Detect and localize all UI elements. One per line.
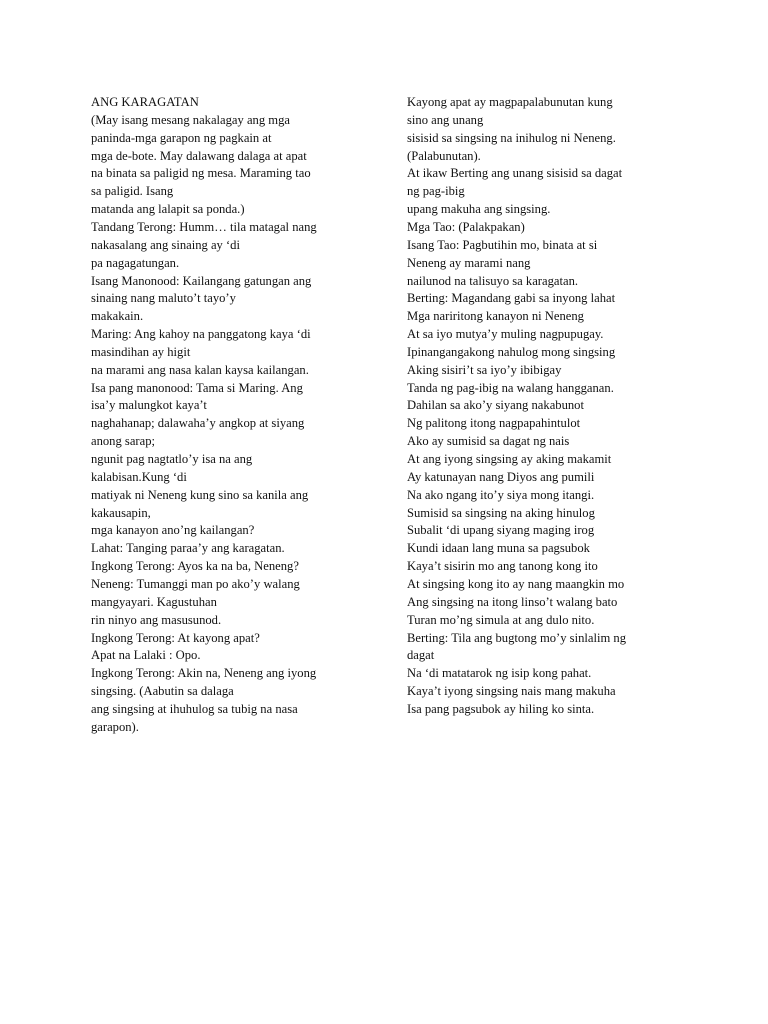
text-line: matanda ang lalapit sa ponda.) [91, 202, 245, 217]
text-line: Subalit ‘di upang siyang maging irog [407, 523, 595, 538]
text-line: Neneng: Tumanggi man po ako’y walang [91, 576, 300, 591]
text-line: nakasalang ang sinaing ay ‘di [91, 237, 240, 252]
text-line: sinaing nang maluto’t tayo’y [91, 291, 236, 306]
text-line: isa’y malungkot kaya’t [91, 398, 207, 413]
text-line: Ingkong Terong: Akin na, Neneng ang iyong [91, 666, 317, 681]
text-line: Ingkong Terong: At kayong apat? [91, 630, 260, 645]
text-line: At singsing kong ito ay nang maangkin mo [407, 576, 625, 591]
text-line: Berting: Magandang gabi sa inyong lahat [407, 291, 616, 306]
text-line: singsing. (Aabutin sa dalaga [91, 684, 234, 699]
text-line: kalabisan.Kung ‘di [91, 469, 187, 484]
text-line: Kaya’t sisirin mo ang tanong kong ito [407, 559, 598, 574]
text-line: Neneng ay marami nang [407, 255, 531, 270]
text-line: At ikaw Berting ang unang sisisid sa dagat [407, 166, 623, 181]
text-line: sa paligid. Isang [91, 184, 174, 199]
text-line: Na ako ngang ito’y siya mong itangi. [407, 487, 595, 502]
text-line: (May isang mesang nakalagay ang mga [91, 112, 290, 127]
text-line: ng pag-ibig [407, 184, 465, 199]
text-line: matiyak ni Neneng kung sino sa kanila ang [91, 487, 309, 502]
text-line: Mga nariritong kanayon ni Neneng [407, 309, 584, 324]
text-line: Aking sisiri’t sa iyo’y ibibigay [407, 362, 562, 377]
text-line: (Palabunutan). [407, 148, 481, 163]
text-line: makakain. [91, 309, 144, 324]
text-line: Lahat: Tanging paraa’y ang karagatan. [91, 541, 285, 556]
text-line: sisisid sa singsing na inihulog ni Neneng. [407, 130, 616, 145]
text-line: Na ‘di matatarok ng isip kong pahat. [407, 666, 592, 681]
text-line: Tanda ng pag-ibig na walang hangganan. [407, 380, 614, 395]
text-line: ngunit pag nagtatlo’y isa na ang [91, 452, 253, 466]
text-line: rin ninyo ang masusunod. [91, 612, 222, 627]
text-line: Isa pang manonood: Tama si Maring. Ang [91, 380, 303, 395]
text-line: anong sarap; [91, 434, 155, 449]
text-line: Ingkong Terong: Ayos ka na ba, Neneng? [91, 559, 299, 574]
text-line: garapon). [91, 719, 139, 734]
text-line: Ipinangangakong nahulog mong singsing [407, 344, 616, 359]
text-line: Ako ay sumisid sa dagat ng nais [407, 434, 570, 449]
text-line: na binata sa paligid ng mesa. Maraming tao [91, 166, 311, 181]
text-line: Apat na Lalaki : Opo. [91, 648, 201, 663]
text-line: Ay katunayan nang Diyos ang pumili [407, 469, 595, 484]
text-line: Kaya’t iyong singsing nais mang makuha [407, 684, 616, 699]
text-line: mangyayari. Kagustuhan [91, 594, 217, 609]
text-line: Kayong apat ay magpapalabunutan kung [407, 95, 613, 109]
text-line: upang makuha ang singsing. [407, 202, 551, 217]
text-line: Mga Tao: (Palakpakan) [407, 219, 525, 234]
text-line: mga de-bote. May dalawang dalaga at apat [91, 148, 307, 163]
text-line: mga kanayon ano’ng kailangan? [91, 523, 255, 538]
text-line: sino ang unang [407, 112, 484, 127]
text-line: At ang iyong singsing ay aking makamit [407, 452, 612, 466]
text-line: Sumisid sa singsing na aking hinulog [407, 505, 595, 520]
text-line: dagat [407, 648, 435, 663]
text-line: kakausapin, [91, 505, 151, 520]
text-line: At sa iyo mutya’y muling nagpupugay. [407, 327, 604, 342]
text-line: Kundi idaan lang muna sa pagsubok [407, 541, 590, 556]
text-line: na marami ang nasa kalan kaysa kailangan. [91, 362, 309, 377]
text-line: Ng palitong itong nagpapahintulot [407, 416, 581, 431]
text-line: masindihan ay higit [91, 344, 191, 359]
text-line: nailunod na talisuyo sa karagatan. [407, 273, 579, 288]
text-line: Isang Tao: Pagbutihin mo, binata at si [407, 237, 598, 252]
text-line: Maring: Ang kahoy na panggatong kaya ‘di [91, 327, 311, 342]
text-line: pa nagagatungan. [91, 255, 180, 270]
text-line: Berting: Tila ang bugtong mo’y sinlalim ng [407, 630, 626, 645]
text-line: Isa pang pagsubok ay hiling ko sinta. [407, 701, 595, 716]
text-line: Ang singsing na itong linso’t walang bato [407, 594, 618, 609]
text-line: Dahilan sa ako’y siyang nakabunot [407, 398, 584, 413]
text-line: Turan mo’ng simula at ang dulo nito. [407, 612, 595, 627]
document-title: ANG KARAGATAN [91, 95, 199, 109]
text-line: ang singsing at ihuhulog sa tubig na nasa [91, 701, 298, 716]
text-line: paninda-mga garapon ng pagkain at [91, 130, 272, 145]
text-line: Tandang Terong: Humm… tila matagal nang [91, 219, 317, 234]
text-line: Isang Manonood: Kailangang gatungan ang [91, 273, 312, 288]
text-line: naghahanap; dalawaha’y angkop at siyang [91, 416, 305, 431]
